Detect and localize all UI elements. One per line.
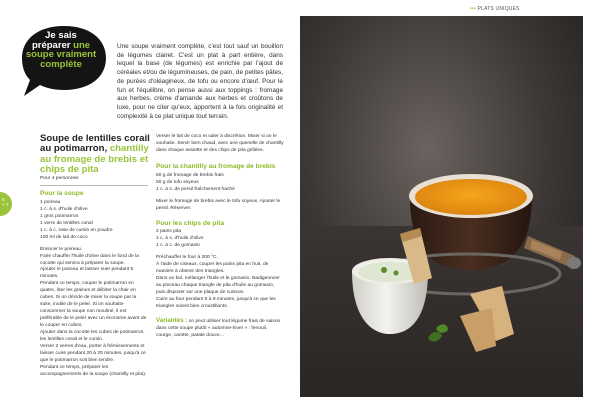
ingredient: 1 c. à c. de gomasio — [156, 243, 200, 249]
ingredient: 1 c. à s. d'huile d'olive — [156, 236, 204, 242]
bubble-line-2-white: préparer — [31, 39, 71, 51]
servings: Pour 4 personnes — [40, 176, 79, 181]
ingredient: 50 g de tofu soyeux — [156, 179, 199, 185]
pita-ingredients — [156, 229, 284, 250]
section-dots: ••• — [470, 6, 476, 12]
soup-steps: Émincer le poireau. Faire chauffer l'huile d'olive dans le fond de la cocotte qui servira à préparer la soupe. Ajouter le poireau et laisser suer pendant 5 minutes. Pendant ce temps, couper le potimarron en quatre, ôter les graines et débiter la chair en cubes. Si on décide de mixer la soupe par la suite, inutile de le peler. Si on souhaite consommer la soupe non mouliné, il est préférable de le peler avec un économe avant de le couper en cubes. Ajouter dans la cocotte les cubes de potimarron, les lentilles corail et le cumin. Verser 2 verres d'eau, porter à frémissements et laisser cuire pendant 20 à 25 minutes, jusqu'à ce que le potimarron soit bien tendre. Pendant ce temps, préparer les accompagnements de la soupe (chantilly et pita). — [40, 246, 147, 377]
chantilly-heading: Pour la chantilly au fromage de brebis — [156, 162, 276, 170]
pita-steps: Préchauffer le four à 200 °C. À l'aide de ciseaux, couper les pains pita en huit, de manière à obtenir des triangles. Dans un bol, mélanger l'huile et le gomasio. Badigeonner au pinceau chaque triangle de pita d'huile au gomasio, puis disposer sur une plaque de cuisson. Cuire au four pendant 5 à 8 minutes, jusqu'à ce que les triangles soient bien croustillants. — [156, 255, 280, 309]
soup-photo-illustration — [300, 16, 583, 397]
variants — [156, 318, 284, 340]
page-tab-bottom: + 7 — [2, 202, 9, 208]
section-title: PLATS UNIQUES — [477, 6, 520, 12]
recipe-column-1 — [40, 176, 148, 379]
soup-ingredients — [40, 200, 148, 242]
chantilly-steps: Mixer le fromage de brebis avec le tofu soyeux. Ajouter le persil. Réserver. — [156, 198, 281, 211]
recipe-column-2 — [156, 134, 284, 340]
recipe-title — [40, 134, 152, 175]
ingredient: 50 g de fromage de brebis frais — [156, 172, 224, 178]
page-number-tab — [0, 192, 12, 216]
ingredient: 1 poireau — [40, 199, 61, 205]
ingredient: 1 c. à s. d'huile d'olive — [40, 206, 88, 212]
ingredient: 1 gros potimarron — [40, 213, 79, 219]
divider — [40, 185, 148, 186]
soup-photo — [300, 16, 583, 397]
chantilly-ingredients — [156, 173, 284, 194]
variants-text: on peut utiliser tout légume frais de saison dans cette soupe plutôt « automne-hiver » : fenouil, courge, carotte, patate douce… — [156, 318, 281, 338]
bubble-line-1: Je sais — [45, 30, 77, 41]
coconut-step: Verser le lait de coco et saler à discrétion. Mixer si on le souhaite. Servir bien chaud, avec une quenelle de chantilly dans chaque assiette et des chips de pita grillées. — [156, 134, 284, 153]
intro-paragraph: Une soupe vraiment complète, c'est tout sauf un bouillon de légumes clairet. C'est un plat à part entière, dans lequel la base (de légumes) est enrichie par l'ajout de céréales et/ou de légumineuses, de pain, de petites pâtes, de purées d'oléagineux, de tofu ou encore d'œuf. Pour le fun et l'équilibre, on pense aussi aux toppings : fromage aux herbes, crème d'amande aux herbes et croûtons de luxe, pour ne citer qu'eux, apportent à la fois originalité et complexité à ce plat unique tout terrain. — [117, 43, 283, 120]
recipe-title-green: chantilly au fromage de brebis et chips de pita — [40, 143, 149, 176]
soup-heading: Pour la soupe — [40, 189, 84, 197]
bubble-title — [22, 31, 100, 70]
ingredient: 100 ml de lait de coco — [40, 234, 88, 240]
ingredient: 1 verre de lentilles corail — [40, 220, 93, 226]
ingredient: 1 c. à c. rase de cumin en poudre — [40, 227, 113, 233]
bubble-line-4: complète — [40, 59, 82, 71]
variants-label: Variantes : — [156, 316, 188, 324]
bubble-line-3: soupe vraiment — [25, 49, 97, 61]
bubble-line-2-green: une — [73, 39, 91, 51]
pita-heading: Pour les chips de pita — [156, 219, 225, 227]
section-label — [470, 6, 520, 12]
recipe-title-black: Soupe de lentilles corail au potimarron, — [40, 133, 150, 155]
ingredient: 1 c. à s. de persil fraîchement haché — [156, 186, 235, 192]
page-tab-top: 6 — [2, 197, 5, 202]
ingredient: 2 pains pita — [156, 229, 182, 235]
